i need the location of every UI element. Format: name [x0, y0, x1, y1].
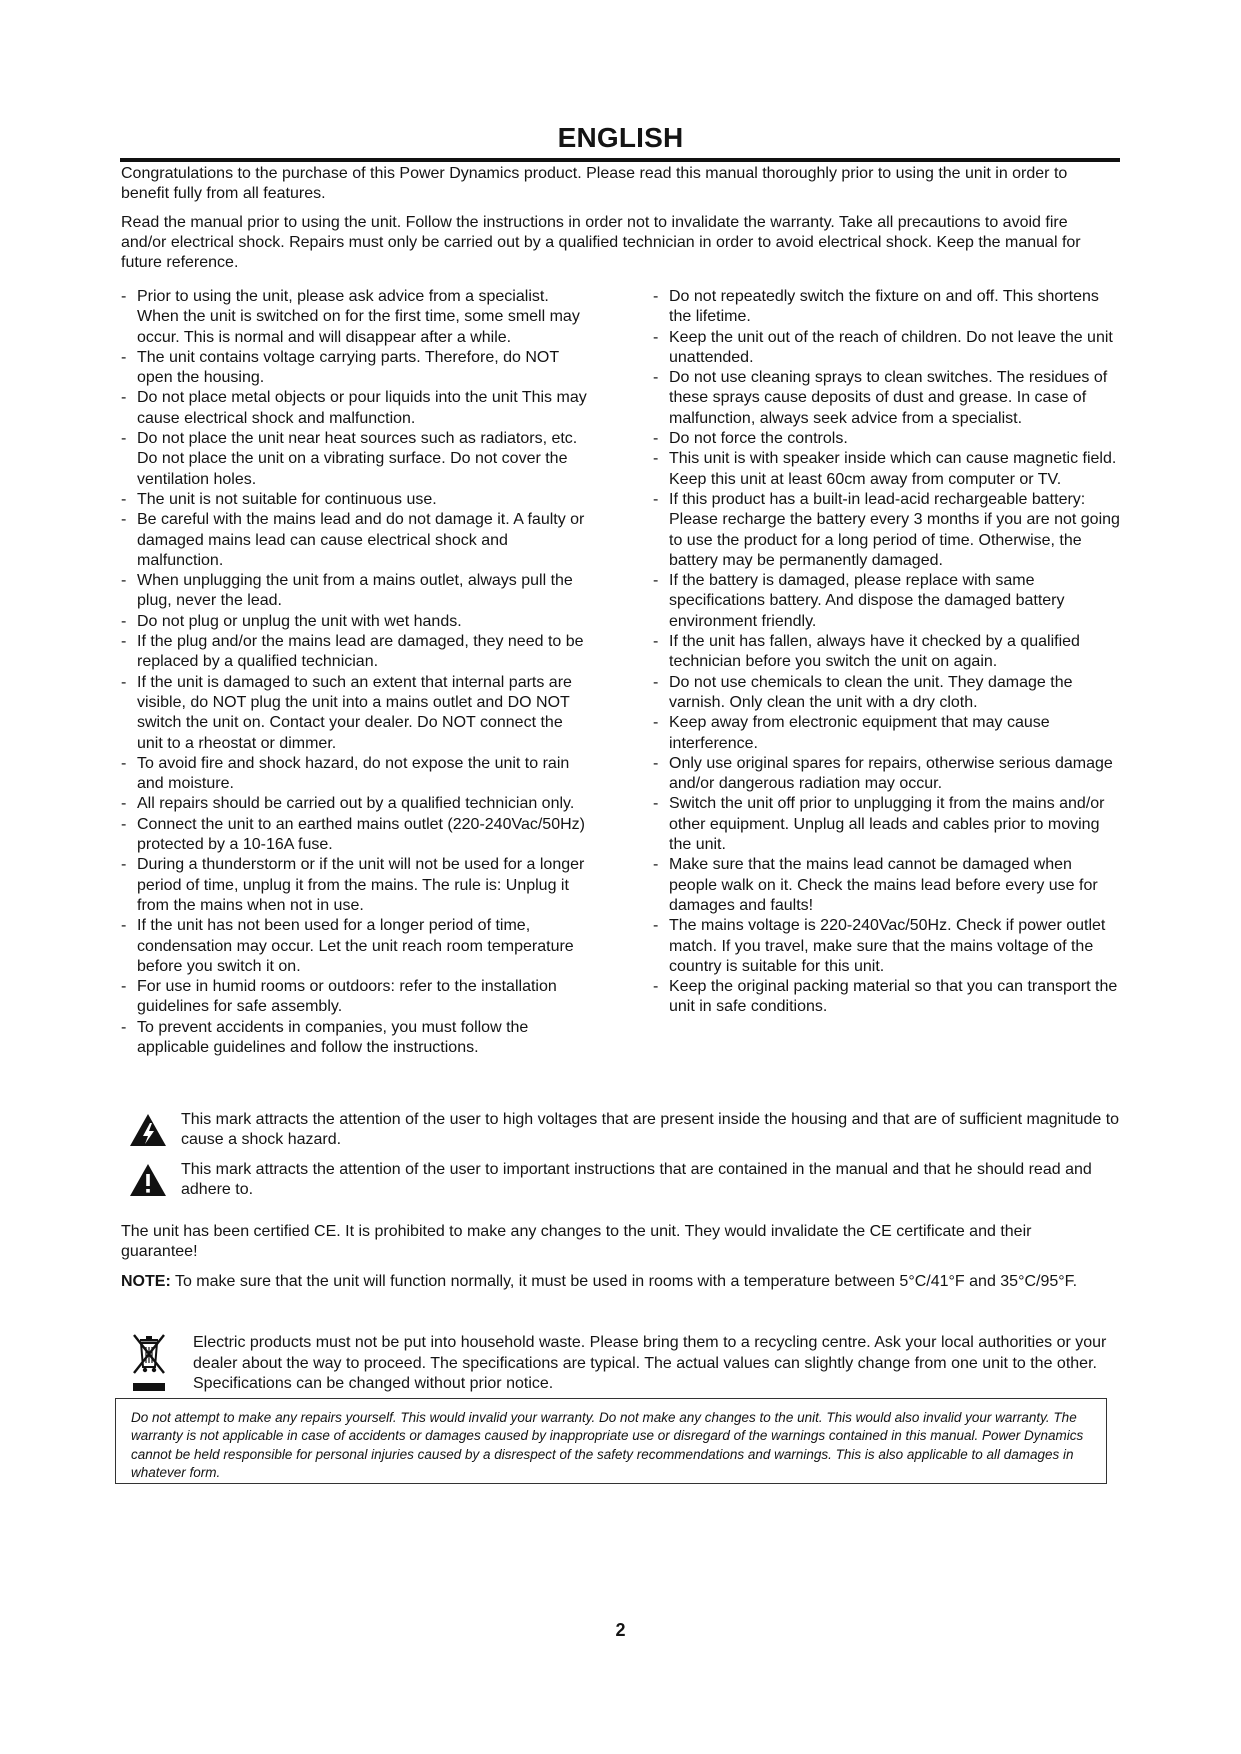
list-item: - The unit contains voltage carrying parts. Therefore, do NOT open the housing.: [121, 348, 589, 389]
ce-paragraph: The unit has been certified CE. It is prohibited to make any changes to the unit. They would invalidate the CE certificate and their guarantee!: [121, 1223, 1032, 1260]
list-item: - Switch the unit off prior to unplugging it from the mains and/or other equipment. Unplug all leads and cables prior to moving the unit.: [653, 794, 1123, 855]
list-item: - The mains voltage is 220-240Vac/50Hz. Check if power outlet match. If you travel, make sure that the mains voltage of the country is suitable for this unit.: [653, 916, 1123, 977]
list-item: - Do not use cleaning sprays to clean switches. The residues of these sprays cause deposits of dust and grease. In case of malfunction, always seek advice from a specialist.: [653, 368, 1123, 429]
list-item: - Do not force the controls.: [653, 429, 1123, 449]
list-item: - Only use original spares for repairs, otherwise serious damage and/or dangerous radiation may occur.: [653, 754, 1123, 795]
list-item: - Keep away from electronic equipment that may cause interference.: [653, 713, 1123, 754]
safety-list-left: [121, 287, 589, 1058]
list-item: - If the unit is damaged to such an extent that internal parts are visible, do NOT plug the unit into a mains outlet and DO NOT switch the unit on. Contact your dealer. Do NOT connect the unit to a rheostat or dimmer.: [121, 673, 589, 754]
list-item: - All repairs should be carried out by a qualified technician only.: [121, 794, 589, 814]
list-item: - To prevent accidents in companies, you must follow the applicable guidelines and follow the instructions.: [121, 1018, 589, 1059]
page-number: 2: [615, 1620, 626, 1640]
list-item: - The unit is not suitable for continuous use.: [121, 490, 589, 510]
list-item: - Keep the original packing material so that you can transport the unit in safe conditions.: [653, 977, 1123, 1018]
list-item: - Do not plug or unplug the unit with wet hands.: [121, 612, 589, 632]
page-title: ENGLISH: [557, 122, 684, 153]
instructions-text: This mark attracts the attention of the user to important instructions that are contained in the manual and that he should read and adhere to.: [181, 1161, 1092, 1198]
crossed-out-wheelie-bin-icon: [131, 1333, 167, 1395]
list-item: - For use in humid rooms or outdoors: refer to the installation guidelines for safe assembly.: [121, 977, 589, 1018]
list-item: - Keep the unit out of the reach of children. Do not leave the unit unattended.: [653, 328, 1123, 369]
list-item: - If the unit has fallen, always have it checked by a qualified technician before you switch the unit on again.: [653, 632, 1123, 673]
list-item: - This unit is with speaker inside which can cause magnetic field. Keep this unit at least 60cm away from computer or TV.: [653, 449, 1123, 490]
exclamation-warning-icon: [128, 1162, 168, 1198]
list-item: - Make sure that the mains lead cannot be damaged when people walk on it. Check the mains lead before every use for damages and faults!: [653, 855, 1123, 916]
warranty-disclaimer-box: [115, 1398, 1107, 1484]
high-voltage-warning-icon: [128, 1112, 168, 1148]
high-voltage-text: This mark attracts the attention of the user to high voltages that are present inside the housing and that are of sufficient magnitude to cause a shock hazard.: [181, 1111, 1120, 1148]
read-manual-paragraph: Read the manual prior to using the unit. Follow the instructions in order not to invalidate the warranty. Take all precautions to avoid fire and/or electrical shock. Repairs must only be carried out by a qualified technician in order to avoid electrical shock. Keep the manual for future reference.: [121, 214, 1081, 271]
intro-paragraph: Congratulations to the purchase of this Power Dynamics product. Please read this manual thoroughly prior to using the unit in order to benefit fully from all features.: [121, 165, 1068, 202]
list-item: - Do not repeatedly switch the fixture on and off. This shortens the lifetime.: [653, 287, 1123, 328]
title-rule: [120, 158, 1120, 162]
list-item: - Be careful with the mains lead and do not damage it. A faulty or damaged mains lead can cause electrical shock and malfunction.: [121, 510, 589, 571]
list-item: - Do not place the unit near heat sources such as radiators, etc. Do not place the unit on a vibrating surface. Do not cover the ventilation holes.: [121, 429, 589, 490]
disclaimer-text: Do not attempt to make any repairs yourself. This would invalid your warranty. Do not make any changes to the unit. This would also invalid your warranty. The warranty is not applicable in case of accidents or damages caused by inappropriate use or disregard of the warnings contained in this manual. Power Dynamics cannot be held responsible for personal injuries caused by a disrespect of the safety recommendations and warnings. This is also applicable to all damages in whatever form.: [131, 1410, 1084, 1480]
list-item: - If the battery is damaged, please replace with same specifications battery. And dispose the damaged battery environment friendly.: [653, 571, 1123, 632]
list-item: - To avoid fire and shock hazard, do not expose the unit to rain and moisture.: [121, 754, 589, 795]
temperature-note: [121, 1272, 1111, 1292]
list-item: - Do not use chemicals to clean the unit. They damage the varnish. Only clean the unit with a dry cloth.: [653, 673, 1123, 714]
weee-text: Electric products must not be put into household waste. Please bring them to a recycling centre. Ask your local authorities or your dealer about the way to proceed. The specifications are typical. The actual values can slightly change from one unit to the other. Specifications can be changed without prior notice.: [193, 1334, 1107, 1392]
list-item: - If the plug and/or the mains lead are damaged, they need to be replaced by a qualified technician.: [121, 632, 589, 673]
list-item: - Prior to using the unit, please ask advice from a specialist. When the unit is switched on for the first time, some smell may occur. This is normal and will disappear after a while.: [121, 287, 589, 348]
list-item: - Connect the unit to an earthed mains outlet (220-240Vac/50Hz) protected by a 10-16A fuse.: [121, 815, 589, 856]
safety-list-right: [653, 287, 1123, 1018]
note-label: NOTE:: [121, 1273, 171, 1290]
list-item: - If this product has a built-in lead-acid rechargeable battery: Please recharge the battery every 3 months if you are not going to use the product for a long period of time. Otherwise, the battery may be permanently damaged.: [653, 490, 1123, 571]
note-text: To make sure that the unit will function normally, it must be used in rooms with a temperature between 5°C/41°F and 35°C/95°F.: [170, 1273, 1078, 1290]
list-item: - Do not place metal objects or pour liquids into the unit This may cause electrical shock and malfunction.: [121, 388, 589, 429]
list-item: - When unplugging the unit from a mains outlet, always pull the plug, never the lead.: [121, 571, 589, 612]
list-item: - During a thunderstorm or if the unit will not be used for a longer period of time, unplug it from the mains. The rule is: Unplug it from the mains when not in use.: [121, 855, 589, 916]
list-item: - If the unit has not been used for a longer period of time, condensation may occur. Let the unit reach room temperature before you switch it on.: [121, 916, 589, 977]
